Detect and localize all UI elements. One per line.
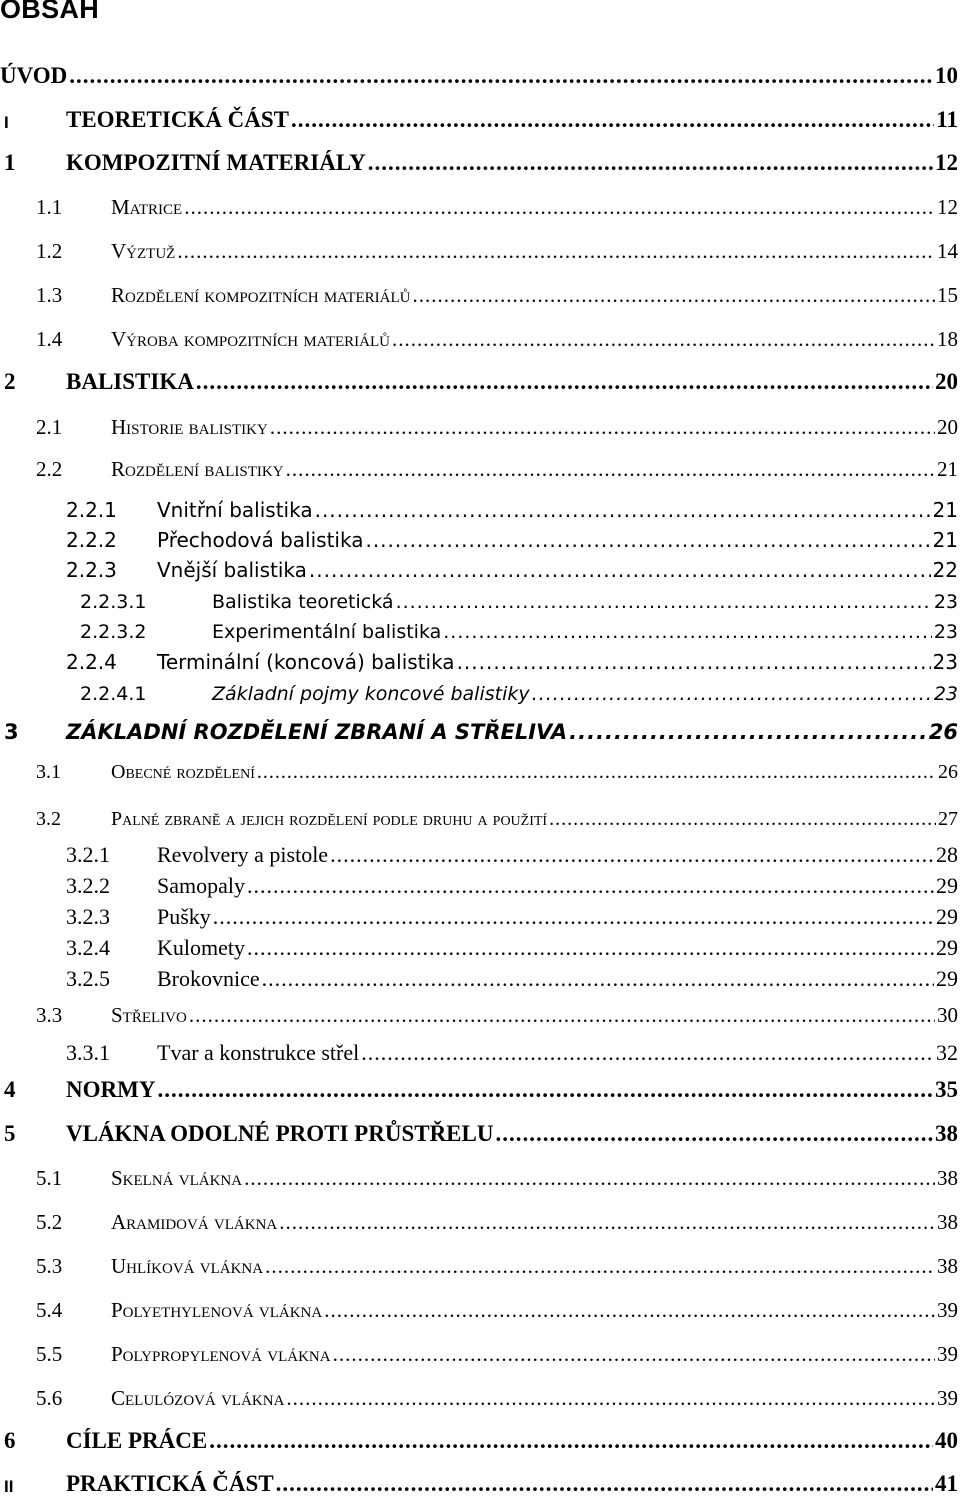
toc-entry-page: 38 <box>937 1254 958 1278</box>
toc-entry-title: KOMPOZITNÍ MATERIÁLY <box>66 150 366 175</box>
toc-entry-title: Skelná vlákna <box>111 1166 243 1190</box>
toc-entry-number: 3.3 <box>36 1003 63 1027</box>
dot-leader <box>262 966 934 992</box>
toc-entry-title: Historie balistiky <box>111 415 268 439</box>
toc-entry[interactable] <box>0 278 958 310</box>
toc-entry-title: Pušky <box>157 904 211 929</box>
toc-entry[interactable] <box>0 1381 958 1413</box>
toc-entry[interactable] <box>0 322 958 354</box>
toc-entry-page: 21 <box>932 528 958 552</box>
toc-entry-page: 20 <box>937 415 958 439</box>
toc-entry-title: CÍLE PRÁCE <box>66 1428 208 1453</box>
toc-entry-number: 1.2 <box>36 239 63 263</box>
toc-entry-page: 18 <box>937 327 958 351</box>
toc-entry-number: 5.2 <box>36 1210 63 1234</box>
toc-entry-title: Brokovnice <box>157 966 260 991</box>
dot-leader <box>457 650 931 674</box>
dot-leader <box>309 558 931 582</box>
toc-entry-page: 29 <box>936 966 958 991</box>
toc-entry[interactable] <box>0 801 958 833</box>
toc-entry-page: 15 <box>937 283 958 307</box>
toc-entry-number: 1 <box>4 150 16 175</box>
dot-leader <box>330 842 934 868</box>
toc-entry-title: Terminální (koncová) balistika <box>157 650 455 674</box>
dot-leader <box>495 1121 933 1147</box>
toc-entry[interactable] <box>0 900 958 932</box>
toc-entry-title: Kulomety <box>157 935 245 960</box>
toc-entry-title: Samopaly <box>157 873 245 898</box>
dot-leader <box>177 239 935 264</box>
toc-entry-number: 3.1 <box>36 761 61 783</box>
dot-leader <box>244 1166 935 1191</box>
toc-entry[interactable] <box>0 365 958 397</box>
toc-entry-page: 38 <box>937 1166 958 1190</box>
toc-entry-number: 2.2.4.1 <box>80 683 147 705</box>
toc-entry[interactable] <box>0 1467 958 1499</box>
toc-entry[interactable] <box>0 146 958 178</box>
toc-entry[interactable] <box>0 675 958 707</box>
toc-entry-title: Výroba kompozitních materiálů <box>111 327 390 351</box>
toc-entry-page: 14 <box>937 239 958 263</box>
dot-leader <box>286 457 935 482</box>
toc-entry-number: 3.2.5 <box>66 966 110 991</box>
toc-entry-title: Přechodová balistika <box>157 528 364 552</box>
toc-entry-number: 2.2.3.2 <box>80 621 147 643</box>
toc-entry-number: 3.2.1 <box>66 842 110 867</box>
toc-entry-page: 38 <box>935 1121 958 1146</box>
toc-entry-page: 10 <box>935 63 958 88</box>
dot-leader <box>69 63 933 89</box>
dot-leader <box>209 1428 933 1454</box>
toc-entry-page: 23 <box>933 591 958 613</box>
dot-leader <box>196 369 933 395</box>
toc-entry[interactable] <box>0 59 958 91</box>
toc-entry[interactable] <box>0 1161 958 1193</box>
toc-entry-number: 1.3 <box>36 283 63 307</box>
toc-entry[interactable] <box>0 931 958 963</box>
toc-entry[interactable] <box>0 869 958 901</box>
toc-entry[interactable] <box>0 613 958 645</box>
toc-entry-number: 3.2 <box>36 808 61 830</box>
dot-leader <box>213 904 934 930</box>
toc-entry-page: 39 <box>937 1386 958 1410</box>
toc-entry-number: 2.2.3.1 <box>80 591 147 613</box>
toc-entry-number: II <box>4 1477 14 1496</box>
dot-leader <box>265 1254 935 1279</box>
toc-entry-number: 5.5 <box>36 1342 63 1366</box>
dot-leader <box>291 107 934 133</box>
toc-entry-title: Experimentální balistika <box>212 621 442 643</box>
toc-entry-title: Balistika teoretická <box>212 591 394 613</box>
toc-entry-number: 2.2.1 <box>66 498 117 522</box>
toc-entry[interactable] <box>0 1293 958 1325</box>
toc-entry-page: 32 <box>936 1040 958 1065</box>
toc-entry-title: Základní pojmy koncové balistiky <box>212 683 530 705</box>
toc-entry-number: 5.3 <box>36 1254 63 1278</box>
toc-entry[interactable] <box>0 492 958 524</box>
toc-entry-page: 23 <box>933 621 958 643</box>
toc-entry-number: 5.6 <box>36 1386 63 1410</box>
toc-entry[interactable] <box>0 522 958 554</box>
dot-leader <box>532 683 932 705</box>
toc-entry-number: 2.1 <box>36 415 63 439</box>
page-title: OBSAH <box>0 0 100 24</box>
toc-entry-page: 26 <box>938 761 958 783</box>
dot-leader <box>157 1077 933 1103</box>
toc-entry-title: Střelivo <box>111 1003 187 1027</box>
toc-entry-number: 4 <box>4 1077 16 1102</box>
toc-entry[interactable] <box>0 1117 958 1149</box>
dot-leader <box>365 528 930 552</box>
dot-leader <box>247 873 934 899</box>
toc-entry[interactable] <box>0 1205 958 1237</box>
toc-entry-title: Matrice <box>111 195 183 219</box>
toc-entry-title: Palné zbraně a jejich rozdělení podle druhu a použití <box>111 808 548 830</box>
dot-leader <box>549 808 936 831</box>
toc-entry-number: 3 <box>4 720 19 744</box>
toc-entry-page: 11 <box>936 107 958 132</box>
dot-leader <box>569 720 927 744</box>
toc-entry-page: 38 <box>937 1210 958 1234</box>
toc-entry-page: 29 <box>936 935 958 960</box>
toc-entry-number: 5.1 <box>36 1166 63 1190</box>
toc-entry-number: 6 <box>4 1428 16 1453</box>
toc-entry-page: 20 <box>935 369 958 394</box>
dot-leader <box>315 498 931 522</box>
toc-entry-number: I <box>4 113 9 132</box>
toc-entry-page: 27 <box>938 808 958 830</box>
dot-leader <box>257 761 936 784</box>
toc-entry-page: 39 <box>937 1298 958 1322</box>
toc-entry-number: 3.2.2 <box>66 873 110 898</box>
toc-entry-page: 23 <box>933 683 958 705</box>
toc-entry-title: Obecné rozdělení <box>111 761 255 783</box>
toc-entry-number: 5 <box>4 1121 16 1146</box>
toc-entry-title: PRAKTICKÁ ČÁST <box>66 1471 274 1496</box>
dot-leader <box>286 1386 935 1411</box>
toc-entry-title: TEORETICKÁ ČÁST <box>66 107 290 132</box>
toc-entry-page: 22 <box>932 558 958 582</box>
dot-leader <box>392 327 935 352</box>
toc-entry[interactable] <box>0 583 958 615</box>
dot-leader <box>189 1003 935 1028</box>
toc-entry[interactable] <box>0 1073 958 1105</box>
toc-entry-title: Revolvery a pistole <box>157 842 329 867</box>
toc-entry-number: 2 <box>4 369 16 394</box>
toc-entry[interactable] <box>0 838 958 870</box>
toc-entry[interactable] <box>0 234 958 266</box>
toc-entry[interactable] <box>0 103 958 135</box>
toc-entry-page: 21 <box>932 498 958 522</box>
toc-entry-number: 3.2.4 <box>66 935 110 960</box>
toc-entry-title: ZÁKLADNÍ ROZDĚLENÍ ZBRANÍ A STŘELIVA <box>66 720 568 744</box>
toc-entry-title: Aramidová vlákna <box>111 1210 278 1234</box>
toc-entry-title: Rozdělení balistiky <box>111 457 284 481</box>
dot-leader <box>396 591 932 613</box>
toc-entry-title: Tvar a konstrukce střel <box>157 1040 360 1065</box>
toc-entry-title: VLÁKNA ODOLNÉ PROTI PRŮSTŘELU <box>66 1121 494 1146</box>
toc-entry-number: 1.4 <box>36 327 63 351</box>
dot-leader <box>368 150 933 176</box>
dot-leader <box>443 621 932 643</box>
toc-entry-title: Výztuž <box>111 239 176 263</box>
toc-entry-number: 2.2 <box>36 457 63 481</box>
toc-entry-title: ÚVOD <box>0 63 68 88</box>
dot-leader <box>270 415 935 440</box>
toc-entry[interactable] <box>0 410 958 442</box>
dot-leader <box>324 1298 935 1323</box>
toc-entry-number: 5.4 <box>36 1298 63 1322</box>
toc-entry[interactable] <box>0 1036 958 1068</box>
dot-leader <box>361 1040 934 1066</box>
dot-leader <box>276 1471 933 1497</box>
toc-entry-title: BALISTIKA <box>66 369 194 394</box>
toc-entry-number: 2.2.4 <box>66 650 117 674</box>
toc-entry-page: 30 <box>937 1003 958 1027</box>
toc-entry-title: Polyethylenová vlákna <box>111 1298 323 1322</box>
toc-entry[interactable] <box>0 1424 958 1456</box>
toc-entry[interactable] <box>0 552 958 584</box>
toc-entry[interactable] <box>0 998 958 1030</box>
toc-entry-page: 40 <box>935 1428 958 1453</box>
toc-entry-title: Vnější balistika <box>157 558 307 582</box>
toc-entry[interactable] <box>0 754 958 786</box>
dot-leader <box>333 1342 935 1367</box>
toc-entry[interactable] <box>0 1249 958 1281</box>
dot-leader <box>279 1210 935 1235</box>
toc-entry-page: 29 <box>936 873 958 898</box>
toc-entry-title: Rozdělení kompozitních materiálů <box>111 283 411 307</box>
toc-entry-title: Polypropylenová vlákna <box>111 1342 331 1366</box>
toc-entry-title: Vnitřní balistika <box>157 498 313 522</box>
toc-entry[interactable] <box>0 452 958 484</box>
toc-entry-number: 2.2.3 <box>66 558 117 582</box>
toc-entry-page: 12 <box>937 195 958 219</box>
toc-entry-page: 21 <box>937 457 958 481</box>
toc-entry-page: 35 <box>935 1077 958 1102</box>
toc-entry-page: 26 <box>928 720 958 744</box>
toc-entry-title: Uhlíková vlákna <box>111 1254 264 1278</box>
toc-entry-number: 3.2.3 <box>66 904 110 929</box>
toc-entry-page: 28 <box>936 842 958 867</box>
toc-entry[interactable] <box>0 714 958 746</box>
dot-leader <box>184 195 935 220</box>
toc-entry-page: 39 <box>937 1342 958 1366</box>
toc-entry-page: 23 <box>932 650 958 674</box>
toc-entry-page: 29 <box>936 904 958 929</box>
toc-entry-title: Celulózová vlákna <box>111 1386 285 1410</box>
toc-entry-page: 12 <box>935 150 958 175</box>
toc-entry[interactable] <box>0 190 958 222</box>
toc-entry-number: 2.2.2 <box>66 528 117 552</box>
toc-entry-number: 3.3.1 <box>66 1040 110 1065</box>
toc-entry-title: NORMY <box>66 1077 156 1102</box>
toc-entry-page: 41 <box>935 1471 958 1496</box>
toc-entry[interactable] <box>0 962 958 994</box>
dot-leader <box>247 935 934 961</box>
toc-entry-number: 1.1 <box>36 195 63 219</box>
toc-entry[interactable] <box>0 1337 958 1369</box>
dot-leader <box>412 283 935 308</box>
toc-entry[interactable] <box>0 644 958 676</box>
